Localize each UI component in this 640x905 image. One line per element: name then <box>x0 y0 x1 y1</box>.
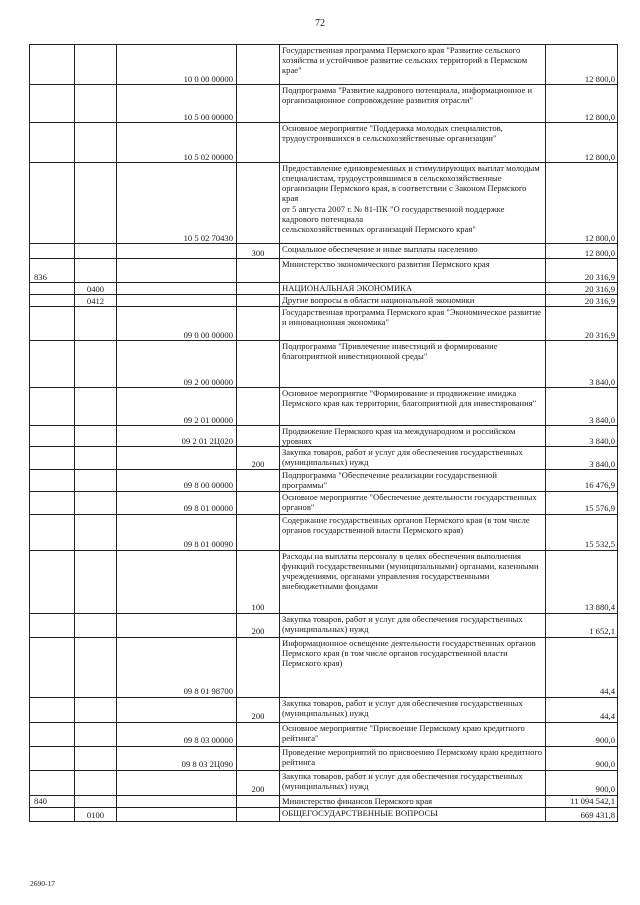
expense-name: Закупка товаров, работ и услуг для обеспечения государственных (муниципальных) нужд <box>280 613 546 637</box>
amount-value: 3 840,0 <box>546 388 618 426</box>
expense-name: НАЦИОНАЛЬНАЯ ЭКОНОМИКА <box>280 283 546 295</box>
amount-value: 44,4 <box>546 637 618 697</box>
expense-type-code: 200 <box>237 613 280 637</box>
table-row <box>30 722 618 746</box>
target-article-code: 09 0 00 00000 <box>117 307 237 341</box>
ministry-code <box>30 307 75 341</box>
expense-name: Предоставление единовременных и стимулирующих выплат молодым специалистам, трудоустроившимся в сельскохозяйственные организации Пермского края, в соответствии с Законом Пермского края от 5 августа 2007 г. № 81-ПК "О государственной поддержке кадрового потенциала сельскохозяйственных организаций Пермского края" <box>280 163 546 244</box>
section-code <box>75 85 117 123</box>
section-code: 0400 <box>75 283 117 295</box>
target-article-code: 09 8 00 00000 <box>117 470 237 491</box>
budget-table <box>29 44 618 822</box>
target-article-code: 09 2 00 00000 <box>117 341 237 388</box>
amount-value: 11 094 542,1 <box>546 795 618 807</box>
expense-type-code <box>237 722 280 746</box>
section-code <box>75 697 117 722</box>
amount-value: 669 431,8 <box>546 807 618 821</box>
section-code <box>75 470 117 491</box>
amount-value: 3 840,0 <box>546 341 618 388</box>
target-article-code: 09 2 01 00000 <box>117 388 237 426</box>
amount-value: 44,4 <box>546 697 618 722</box>
target-article-code: 09 8 03 00000 <box>117 722 237 746</box>
section-code: 0100 <box>75 807 117 821</box>
table-row <box>30 283 618 295</box>
expense-name: Содержание государственных органов Пермского края (в том числе органов государственной власти Пермского края) <box>280 514 546 550</box>
expense-type-code <box>237 491 280 514</box>
section-code <box>75 45 117 85</box>
target-article-code <box>117 807 237 821</box>
section-code <box>75 722 117 746</box>
footer-code: 2690-17 <box>30 879 55 888</box>
amount-value: 20 316,9 <box>546 283 618 295</box>
expense-name: Подпрограмма "Обеспечение реализации государственной программы" <box>280 470 546 491</box>
ministry-code <box>30 123 75 163</box>
table-row <box>30 85 618 123</box>
expense-type-code <box>237 514 280 550</box>
expense-name: Закупка товаров, работ и услуг для обеспечения государственных (муниципальных) нужд <box>280 697 546 722</box>
table-row <box>30 259 618 283</box>
table-row <box>30 307 618 341</box>
amount-value: 15 576,9 <box>546 491 618 514</box>
expense-type-code <box>237 807 280 821</box>
section-code <box>75 244 117 259</box>
section-code <box>75 307 117 341</box>
expense-type-code: 200 <box>237 447 280 470</box>
page-number: 72 <box>315 18 325 29</box>
ministry-code <box>30 613 75 637</box>
ministry-code: 836 <box>30 259 75 283</box>
amount-value: 3 840,0 <box>546 426 618 447</box>
target-article-code: 10 5 02 00000 <box>117 123 237 163</box>
ministry-code <box>30 426 75 447</box>
table-row <box>30 746 618 770</box>
table-row <box>30 426 618 447</box>
ministry-code <box>30 85 75 123</box>
target-article-code <box>117 244 237 259</box>
section-code <box>75 491 117 514</box>
expense-type-code <box>237 426 280 447</box>
expense-name: Продвижение Пермского края на международном и российском уровнях <box>280 426 546 447</box>
expense-name: Подпрограмма "Развитие кадрового потенциала, информационное и организационное сопровождение развития отрасли" <box>280 85 546 123</box>
ministry-code <box>30 722 75 746</box>
ministry-code <box>30 341 75 388</box>
ministry-code <box>30 637 75 697</box>
amount-value: 900,0 <box>546 770 618 795</box>
table-row <box>30 123 618 163</box>
amount-value: 12 800,0 <box>546 123 618 163</box>
table-row <box>30 244 618 259</box>
expense-name: Подпрограмма "Привлечение инвестиций и формирование благоприятной инвестиционной среды" <box>280 341 546 388</box>
amount-value: 13 880,4 <box>546 550 618 613</box>
section-code <box>75 447 117 470</box>
expense-type-code <box>237 163 280 244</box>
expense-type-code <box>237 388 280 426</box>
expense-type-code <box>237 123 280 163</box>
target-article-code <box>117 447 237 470</box>
table-row <box>30 807 618 821</box>
amount-value: 12 800,0 <box>546 85 618 123</box>
expense-name: Основное мероприятие "Формирование и продвижение имиджа Пермского края как территории, благоприятной для инвестирования" <box>280 388 546 426</box>
section-code <box>75 259 117 283</box>
expense-name: Основное мероприятие "Поддержка молодых специалистов, трудоустроившихся в сельскохозяйственные организации" <box>280 123 546 163</box>
expense-type-code <box>237 341 280 388</box>
section-code <box>75 163 117 244</box>
expense-type-code <box>237 295 280 307</box>
amount-value: 20 316,9 <box>546 295 618 307</box>
target-article-code: 09 8 01 98700 <box>117 637 237 697</box>
ministry-code <box>30 295 75 307</box>
table-row <box>30 45 618 85</box>
table-row <box>30 341 618 388</box>
amount-value: 1 652,1 <box>546 613 618 637</box>
expense-name: Проведение мероприятий по присвоению Пермскому краю кредитного рейтинга <box>280 746 546 770</box>
expense-type-code <box>237 307 280 341</box>
table-row <box>30 447 618 470</box>
expense-name: Основное мероприятие "Присвоение Пермскому краю кредитного рейтинга" <box>280 722 546 746</box>
table-row <box>30 491 618 514</box>
expense-name: Государственная программа Пермского края "Развитие сельского хозяйства и устойчивое развитие сельских территорий в Пермском крае" <box>280 45 546 85</box>
ministry-code <box>30 697 75 722</box>
amount-value: 12 800,0 <box>546 45 618 85</box>
expense-type-code <box>237 45 280 85</box>
target-article-code: 09 8 01 00000 <box>117 491 237 514</box>
ministry-code <box>30 163 75 244</box>
expense-type-code <box>237 637 280 697</box>
expense-name: Министерство экономического развития Пермского края <box>280 259 546 283</box>
section-code <box>75 746 117 770</box>
ministry-code <box>30 807 75 821</box>
ministry-code <box>30 514 75 550</box>
target-article-code <box>117 770 237 795</box>
table-row <box>30 295 618 307</box>
section-code <box>75 388 117 426</box>
amount-value: 12 800,0 <box>546 244 618 259</box>
ministry-code <box>30 388 75 426</box>
section-code <box>75 770 117 795</box>
expense-name: Закупка товаров, работ и услуг для обеспечения государственных (муниципальных) нужд <box>280 770 546 795</box>
table-row <box>30 550 618 613</box>
target-article-code: 10 0 00 00000 <box>117 45 237 85</box>
amount-value: 12 800,0 <box>546 163 618 244</box>
expense-name: Министерство финансов Пермского края <box>280 795 546 807</box>
amount-value: 15 532,5 <box>546 514 618 550</box>
expense-name: Другие вопросы в области национальной экономики <box>280 295 546 307</box>
target-article-code <box>117 697 237 722</box>
ministry-code <box>30 45 75 85</box>
section-code <box>75 426 117 447</box>
table-row <box>30 470 618 491</box>
ministry-code <box>30 491 75 514</box>
expense-type-code: 200 <box>237 770 280 795</box>
amount-value: 900,0 <box>546 722 618 746</box>
expense-name: Социальное обеспечение и иные выплаты населению <box>280 244 546 259</box>
ministry-code <box>30 746 75 770</box>
expense-type-code: 100 <box>237 550 280 613</box>
section-code <box>75 637 117 697</box>
target-article-code <box>117 550 237 613</box>
expense-name: Информационное освещение деятельности государственных органов Пермского края (в том числе органов государственной власти Пермского края) <box>280 637 546 697</box>
ministry-code <box>30 447 75 470</box>
budget-table-body <box>30 45 618 822</box>
section-code <box>75 123 117 163</box>
expense-name: ОБЩЕГОСУДАРСТВЕННЫЕ ВОПРОСЫ <box>280 807 546 821</box>
expense-type-code <box>237 470 280 491</box>
table-row <box>30 795 618 807</box>
table-row <box>30 697 618 722</box>
amount-value: 16 476,9 <box>546 470 618 491</box>
table-row <box>30 163 618 244</box>
ministry-code <box>30 244 75 259</box>
expense-type-code <box>237 746 280 770</box>
expense-type-code <box>237 795 280 807</box>
target-article-code <box>117 283 237 295</box>
ministry-code: 840 <box>30 795 75 807</box>
expense-type-code: 200 <box>237 697 280 722</box>
expense-type-code <box>237 283 280 295</box>
section-code: 0412 <box>75 295 117 307</box>
expense-type-code: 300 <box>237 244 280 259</box>
table-row <box>30 637 618 697</box>
table-row <box>30 613 618 637</box>
section-code <box>75 514 117 550</box>
target-article-code: 09 2 01 2Ц020 <box>117 426 237 447</box>
target-article-code: 09 8 01 00090 <box>117 514 237 550</box>
expense-type-code <box>237 259 280 283</box>
ministry-code <box>30 283 75 295</box>
target-article-code <box>117 259 237 283</box>
expense-name: Государственная программа Пермского края "Экономическое развитие и инновационная экономика" <box>280 307 546 341</box>
target-article-code: 10 5 00 00000 <box>117 85 237 123</box>
amount-value: 20 316,9 <box>546 307 618 341</box>
target-article-code: 10 5 02 70430 <box>117 163 237 244</box>
section-code <box>75 613 117 637</box>
target-article-code: 09 8 03 2Ц090 <box>117 746 237 770</box>
ministry-code <box>30 470 75 491</box>
target-article-code <box>117 295 237 307</box>
table-row <box>30 388 618 426</box>
expense-name: Основное мероприятие "Обеспечение деятельности государственных органов" <box>280 491 546 514</box>
ministry-code <box>30 770 75 795</box>
expense-type-code <box>237 85 280 123</box>
table-row <box>30 770 618 795</box>
target-article-code <box>117 795 237 807</box>
ministry-code <box>30 550 75 613</box>
section-code <box>75 341 117 388</box>
amount-value: 3 840,0 <box>546 447 618 470</box>
target-article-code <box>117 613 237 637</box>
section-code <box>75 795 117 807</box>
amount-value: 900,0 <box>546 746 618 770</box>
table-row <box>30 514 618 550</box>
expense-name: Закупка товаров, работ и услуг для обеспечения государственных (муниципальных) нужд <box>280 447 546 470</box>
expense-name: Расходы на выплаты персоналу в целях обеспечения выполнения функций государственными (муниципальными) органами, казенными учреждениями, органами управления государственными внебюджетными фондами <box>280 550 546 613</box>
amount-value: 20 316,9 <box>546 259 618 283</box>
section-code <box>75 550 117 613</box>
